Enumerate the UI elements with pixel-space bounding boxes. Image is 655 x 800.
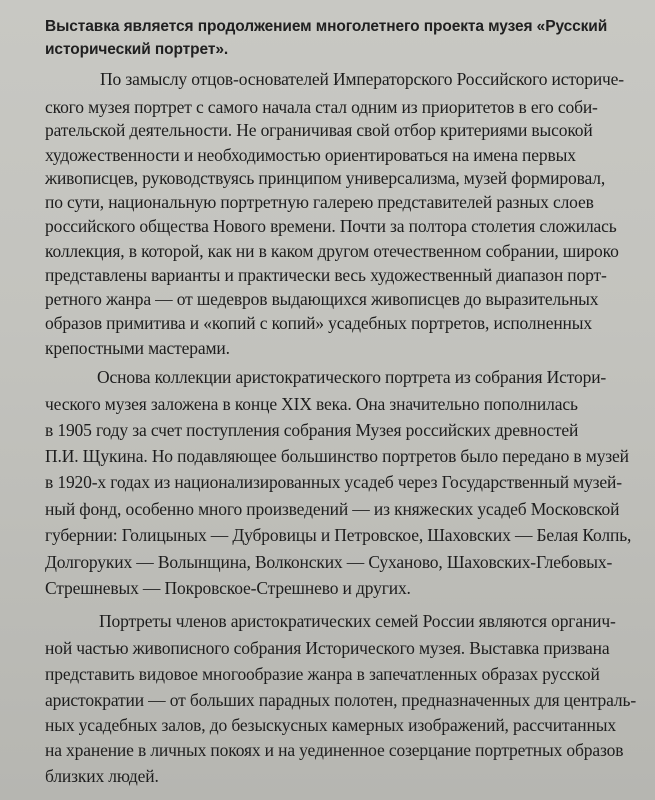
paragraph-line: Стрешневых — Покровское-Стрешнево и других. xyxy=(45,578,411,598)
paragraph-line: живописцев, руководствуясь принципом универсализма, музей формировал, xyxy=(45,168,606,188)
paragraph-line: представить видовое многообразие жанра в запечатленных образах русской xyxy=(45,664,600,684)
paragraph-line: образов примитива и «копий с копий» усадебных портретов, исполненных xyxy=(45,313,592,333)
lead-line-2: исторический портрет». xyxy=(45,41,229,58)
paragraph-line: ный фонд, особенно много произведений — из княжеских усадеб Московской xyxy=(45,499,620,519)
lead-line-1: Выставка является продолжением многолетнего проекта музея «Русский xyxy=(45,18,608,35)
paragraph-line: Долгоруких — Волынщина, Волконских — Суханово, Шаховских-Глебовых- xyxy=(45,552,613,572)
paragraph-line: представлены варианты и практически весь художественный диапазон порт- xyxy=(45,265,607,285)
paragraph-line: в 1905 году за счет поступления собрания Музея российских древностей xyxy=(45,420,579,440)
paragraph-line: П.И. Щукина. Но подавляющее большинство портретов было передано в музей xyxy=(45,446,629,466)
paragraph-line: российского общества Нового времени. Почти за полтора столетия сложилась xyxy=(45,216,617,236)
paragraph-line: ретного жанра — от шедевров выдающихся живописцев до выразительных xyxy=(45,289,599,309)
paragraph-line: губернии: Голицыных — Дубровицы и Петровское, Шаховских — Белая Колпь, xyxy=(45,525,632,545)
paragraph-line: в 1920-х годах из национализированных усадеб через Государственный музей- xyxy=(45,472,622,492)
paragraph-line: аристократии — от больших парадных полотен, предназначенных для централь- xyxy=(45,690,637,710)
paragraph-line: коллекция, в которой, как ни в каком другом отечественном собрании, широко xyxy=(45,241,619,261)
paragraph-line: Основа коллекции аристократического портрета из собрания Истори- xyxy=(97,367,607,387)
paragraph-line: ческого музея заложена в конце XIX века. Она значительно пополнилась xyxy=(45,394,578,414)
paragraph-line: близких людей. xyxy=(45,766,159,786)
paragraph-line: рательской деятельности. Не ограничивая свой отбор критериями высокой xyxy=(45,120,593,140)
paragraph-line: по сути, национальную портретную галерею представителей разных слоев xyxy=(45,192,594,212)
paragraph-line: ных усадебных залов, до безыскусных камерных изображений, рассчитанных xyxy=(45,715,616,735)
paragraph-line: крепостными мастерами. xyxy=(45,338,230,358)
paragraph-line: Портреты членов аристократических семей России являются органич- xyxy=(99,611,616,631)
paragraph-line: ского музея портрет с самого начала стал одним из приоритетов в его соби- xyxy=(45,97,598,117)
paragraph-line: По замыслу отцов-основателей Императорского Российского историче- xyxy=(100,69,624,89)
paragraph-line: ной частью живописного собрания Исторического музея. Выставка призвана xyxy=(45,638,610,658)
paragraph-line: художественности и необходимостью ориентироваться на имена первых xyxy=(45,145,576,165)
paragraph-line: на хранение в личных покоях и на уединенное созерцание портретных образов xyxy=(45,740,624,760)
